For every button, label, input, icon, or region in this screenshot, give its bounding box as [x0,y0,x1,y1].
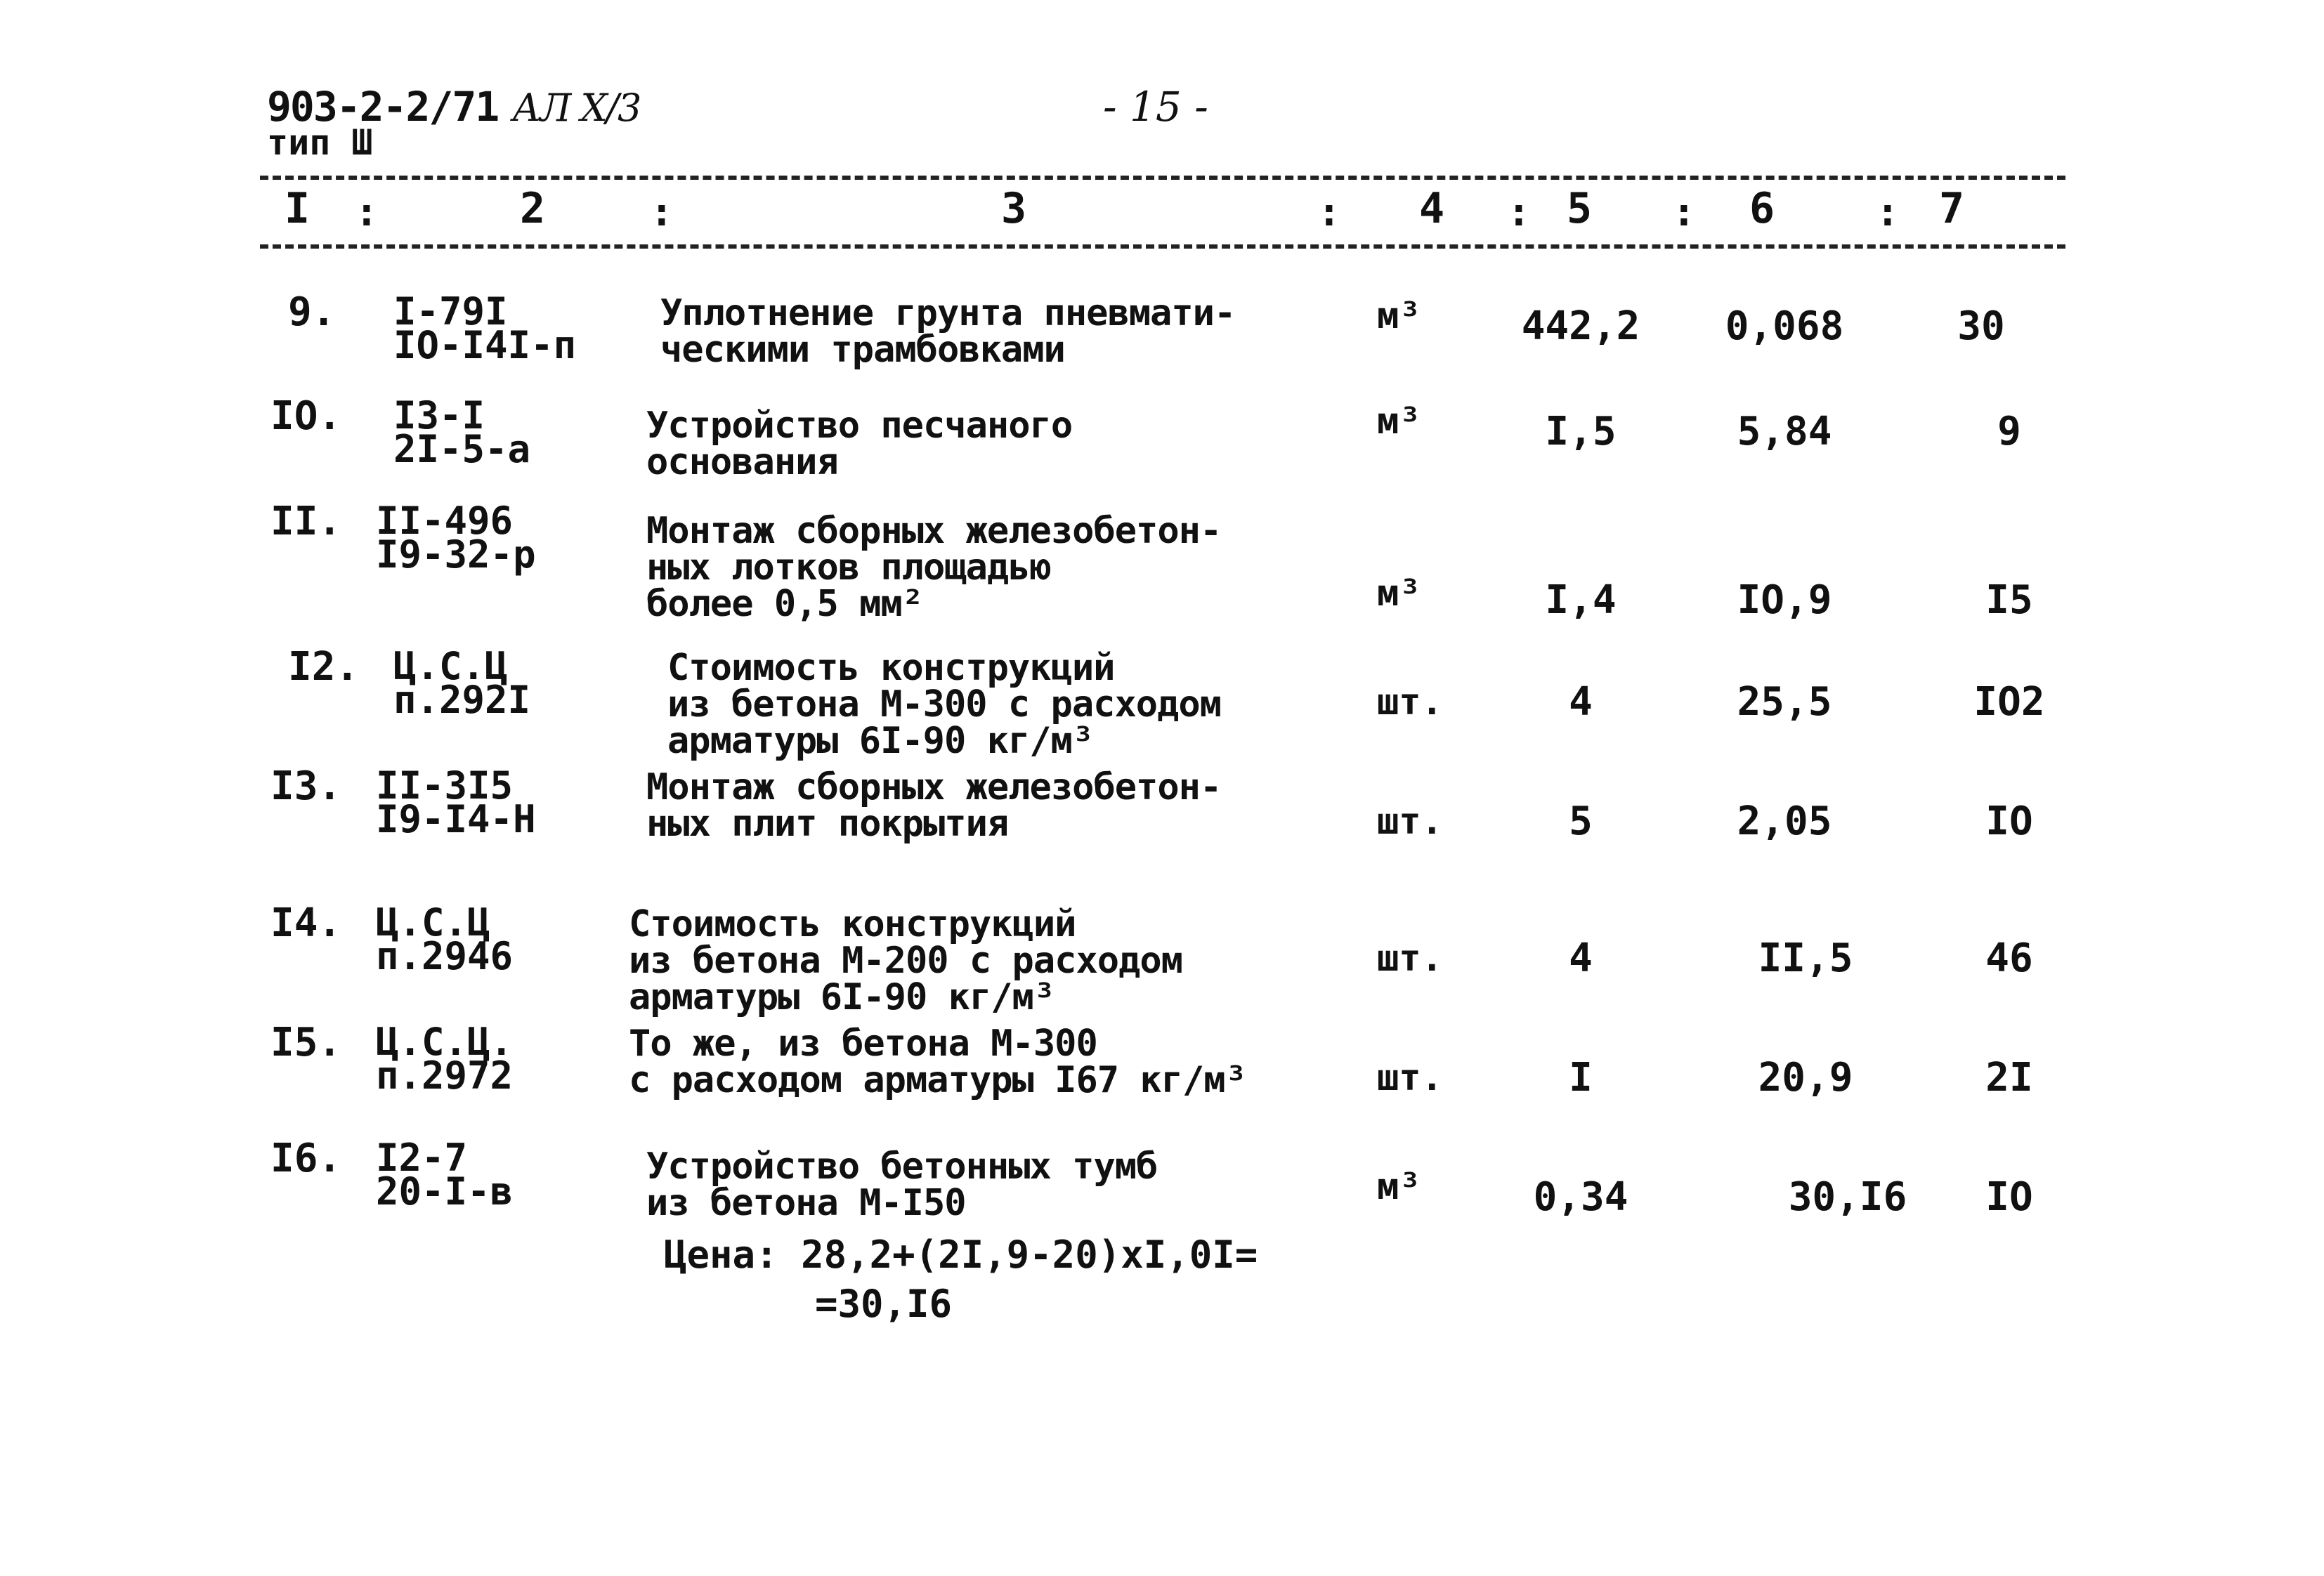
row-code: Ц.С.Ц п.292I [393,644,531,722]
row-total: IO2 [1973,679,2045,725]
row-number: I6. [270,1136,342,1181]
row-unit: шт. [1377,1057,1443,1099]
row-quantity: 0,34 [1533,1174,1628,1220]
row-unit-price: 30,I6 [1788,1174,1907,1220]
row-number: I3. [270,763,342,809]
column-header-7: 7 [1939,184,1965,233]
row-code: II-496 I9-32-р [376,499,536,577]
price-note-line-2: =30,I6 [815,1282,953,1326]
row-number: 9. [288,289,336,335]
row-unit-price: IO,9 [1737,577,1832,623]
row-code: Ц.С.Ц п.2946 [376,900,514,978]
document-code: 903-2-2/71 АЛ Х/3 [267,83,641,131]
row-quantity: 4 [1569,679,1593,725]
row-description: Уплотнение грунта пневмати- ческими трамбовками [660,292,1236,371]
document-type: тип Ш [267,122,373,163]
column-header-2: 2 [520,184,546,233]
price-note-line-1: Цена: 28,2+(2I,9-20)хI,0I= [664,1233,1258,1277]
row-number: I2. [288,644,360,690]
row-total: 2I [1985,1055,2033,1101]
row-description: Устройство песчаного основания [646,405,1073,483]
row-description: Монтаж сборных железобетон- ных плит покрытия [646,766,1222,845]
column-separator: : [650,190,674,235]
row-description: Устройство бетонных тумб из бетона М-I50 [646,1145,1158,1224]
row-quantity: I [1569,1055,1593,1101]
row-code: Ц.С.Ц. п.2972 [376,1020,514,1098]
row-unit-price: 2,05 [1737,799,1832,844]
row-code: I-79I IO-I4I-п [393,289,577,367]
row-unit: шт. [1377,801,1443,843]
column-header-5: 5 [1567,184,1593,233]
row-code: II-3I5 I9-I4-Н [376,763,536,841]
row-unit-price: 0,068 [1725,303,1844,349]
header-top-rule [260,176,2065,180]
row-total: 9 [1997,409,2021,454]
column-separator: : [355,190,379,235]
column-separator: : [1672,190,1696,235]
row-total: IO [1985,1174,2033,1220]
row-quantity: 5 [1569,799,1593,844]
row-unit: м³ [1377,1166,1421,1208]
row-description: Монтаж сборных железобетон- ных лотков площадью более 0,5 мм² [646,510,1222,625]
row-unit: м³ [1377,295,1421,337]
row-description: Стоимость конструкций из бетона М-200 с расходом арматуры 6I-90 кг/м³ [629,903,1182,1018]
row-number: IO. [270,393,342,439]
row-code: I3-I 2I-5-а [393,393,531,471]
row-number: I4. [270,900,342,946]
column-header-1: I [285,184,311,233]
row-total: I5 [1985,577,2033,623]
row-unit: м³ [1377,572,1421,615]
page-number: - 15 - [1103,83,1208,131]
row-unit-price: 5,84 [1737,409,1832,454]
row-number: I5. [270,1020,342,1065]
row-total: 46 [1985,935,2033,981]
row-unit: шт. [1377,681,1443,723]
row-quantity: I,5 [1545,409,1617,454]
header-bottom-rule [260,244,2065,249]
row-unit-price: 20,9 [1758,1055,1853,1101]
row-code: I2-7 20-I-в [376,1136,514,1214]
row-quantity: 4 [1569,935,1593,981]
row-quantity: 442,2 [1521,303,1640,349]
row-number: II. [270,499,342,544]
column-header-4: 4 [1419,184,1445,233]
handwritten-code: АЛ Х/3 [512,86,641,130]
column-separator: : [1317,190,1341,235]
row-unit: шт. [1377,938,1443,980]
row-quantity: I,4 [1545,577,1617,623]
row-unit-price: II,5 [1758,935,1853,981]
row-description: Стоимость конструкций из бетона М-300 с расходом арматуры 6I-90 кг/м³ [667,647,1221,762]
row-unit: м³ [1377,400,1421,442]
column-header-3: 3 [1001,184,1027,233]
row-total: 30 [1957,303,2005,349]
row-unit-price: 25,5 [1737,679,1832,725]
column-separator: : [1507,190,1531,235]
column-header-6: 6 [1749,184,1775,233]
column-separator: : [1876,190,1900,235]
row-description: То же, из бетона М-300 с расходом арматуры I67 кг/м³ [629,1023,1246,1101]
row-total: IO [1985,799,2033,844]
